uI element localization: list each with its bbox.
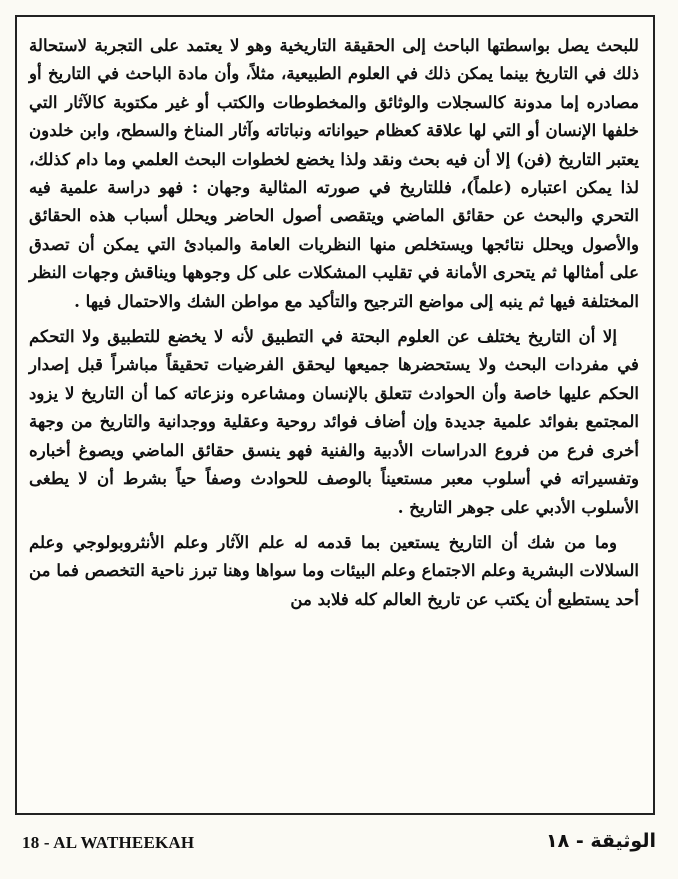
article-body [29,31,639,620]
footer-page-number-arabic: الوثيقة - ١٨ [546,830,656,852]
footer-page-number-latin: 18 - AL WATHEEKAH [22,833,195,852]
paragraph-2: إلا أن التاريخ يختلف عن العلوم البحتة في التطبيق لأنه لا يخضع للتطبيق ولا التحكم في مفردات البحث ولا يستحضرها جميعها ليحقق الفرضيات تحقيقاً مباشراً قبل إصدار الحكم عليها خاصة وأن الحوادث تتعلق بالإنسان ومشاعره ونزعاته كما أن التاريخ لا يزود المجتمع بفوائد علمية جديدة وإن أضاف فوائد روحية وعقلية ووجدانية والتاريخ من وجهة أخرى فرع من فروع الدراسات الأدبية والفنية فهو ينسق حقائق الماضي ويصوغ أخباره وتفسيراته في أسلوب معبر مستعيناً بالوصف للحوادث وصفاً حياً بشرط أن لا يطغى الأسلوب الأدبي على جوهر التاريخ . [29,326,639,517]
page-frame [15,15,655,815]
paragraph-3: وما من شك أن التاريخ يستعين بما قدمه له علم الآثار وعلم الأنثروبولوجي وعلم السلالات البشرية وعلم الاجتماع وعلم البيئات وما سواها وهنا تبرز ناحية التخصص فما من أحد يستطيع أن يكتب عن تاريخ العالم كله فلابد من [29,531,639,609]
paragraph-1: للبحث يصل بواسطتها الباحث إلى الحقيقة التاريخية وهو لا يعتمد على التجربة لاستحالة ذلك في التاريخ بينما يمكن ذلك في العلوم الطبيعية، مثلاً، وأن مادة الباحث في التاريخ أو مصادره إما مدونة كالسجلات والوثائق والمخطوطات والكتب أو غير مكتوبة كالآثار التي خلفها الإنسان أو التي لها علاقة كعظام حيواناته ونباتاته وآثار المناخ والسطح، وابن خلدون يعتبر التاريخ (فن) إلا أن فيه بحث ونقد ولذا يخضع لخطوات البحث العلمي وما دام كذلك، لذا يمكن اعتباره (علماً)، فللتاريخ في صورته المثالية وجهان : فهو دراسة علمية فيه التحري والبحث عن حقائق الماضي ويتقصى أصول الحاضر ويحلل أسباب هذه الحقائق والأصول ويحلل نتائجها ويستخلص منها النظريات العامة والمبادئ التي يمكن أن تصدق على أمثالها ثم يتحرى الأمانة في تقليب المشكلات على كل وجوهها ويناقش وجهات النظر المختلفة فيها ثم ينبه إلى مواضع الترجيح والتأكيد مع مواطن الشك والاحتمال فيها . [29,35,639,311]
page-footer [22,830,656,863]
